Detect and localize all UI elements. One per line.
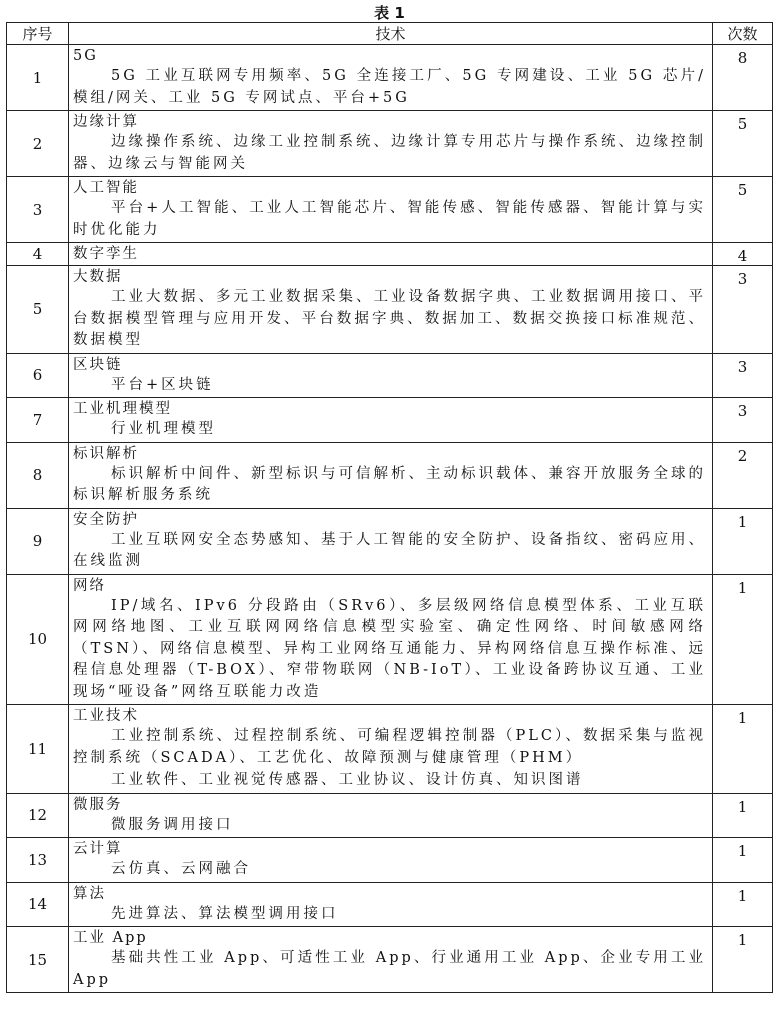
row-index: 12: [7, 793, 69, 838]
row-index: 13: [7, 838, 69, 883]
technology-description: 5G 工业互联网专用频率、5G 全连接工厂、5G 专网建设、工业 5G 芯片/模组/网关、工业 5G 专网试点、平台+5G: [73, 68, 706, 106]
technology-title: 工业 App: [73, 930, 148, 946]
table-row: [7, 266, 773, 354]
row-technology-cell: [69, 111, 713, 177]
row-technology-cell: [69, 442, 713, 508]
row-index: 10: [7, 574, 69, 705]
row-technology-cell: [69, 243, 713, 266]
technology-description: 平台+人工智能、工业人工智能芯片、智能传感、智能传感器、智能计算与实时优化能力: [73, 200, 706, 238]
row-count: 1: [713, 927, 773, 993]
technology-title: 算法: [73, 885, 106, 902]
row-index: 11: [7, 705, 69, 794]
table-row: [7, 45, 773, 111]
table-row: [7, 442, 773, 508]
row-count: 5: [713, 177, 773, 243]
table-body: [7, 45, 773, 993]
header-index: 序号: [7, 23, 69, 45]
table-row: [7, 353, 773, 398]
row-index: 2: [7, 111, 69, 177]
table-row: [7, 705, 773, 794]
technology-title: 区块链: [73, 356, 123, 373]
row-index: 5: [7, 266, 69, 354]
technology-description: 边缘操作系统、边缘工业控制系统、边缘计算专用芯片与操作系统、边缘控制器、边缘云与智能网关: [73, 134, 706, 172]
technology-title: 安全防护: [73, 511, 139, 528]
technology-description: 先进算法、算法模型调用接口: [111, 905, 339, 922]
technology-description: 工业软件、工业视觉传感器、工业协议、设计仿真、知识图谱: [111, 772, 584, 788]
row-index: 15: [7, 927, 69, 993]
row-count: 1: [713, 508, 773, 574]
row-index: 14: [7, 882, 69, 927]
row-technology-cell: [69, 705, 713, 794]
technology-description: 行业机理模型: [111, 421, 216, 437]
table-row: [7, 508, 773, 574]
technology-title: 网络: [73, 577, 106, 594]
technology-title: 微服务: [73, 796, 123, 813]
table-row: [7, 177, 773, 243]
technology-description: 工业控制系统、过程控制系统、可编程逻辑控制器（PLC）、数据采集与监视控制系统（SCADA）、工艺优化、故障预测与健康管理（PHM）: [73, 728, 706, 766]
row-index: 7: [7, 398, 69, 443]
technology-title: 人工智能: [73, 180, 139, 196]
row-technology-cell: [69, 508, 713, 574]
row-technology-cell: [69, 177, 713, 243]
table-row: [7, 574, 773, 705]
table-header-row: [7, 23, 773, 45]
technology-title: 工业技术: [73, 708, 139, 724]
row-index: 8: [7, 442, 69, 508]
technology-description: 基础共性工业 App、可适性工业 App、行业通用工业 App、企业专用工业 App: [73, 950, 706, 988]
technology-title: 云计算: [73, 841, 123, 857]
technology-table: [6, 22, 773, 993]
row-count: 1: [713, 882, 773, 927]
row-count: 5: [713, 111, 773, 177]
row-count: 1: [713, 793, 773, 838]
row-technology-cell: [69, 882, 713, 927]
row-count: 3: [713, 353, 773, 398]
row-technology-cell: [69, 266, 713, 354]
row-count: 1: [713, 705, 773, 794]
table-row: [7, 838, 773, 883]
table-row: [7, 793, 773, 838]
header-count: 次数: [713, 23, 773, 45]
row-count: 3: [713, 398, 773, 443]
technology-description: 云仿真、云网融合: [111, 861, 251, 877]
row-technology-cell: [69, 574, 713, 705]
row-technology-cell: [69, 838, 713, 883]
table-row: [7, 927, 773, 993]
row-technology-cell: [69, 398, 713, 443]
technology-title: 标识解析: [73, 445, 139, 462]
row-count: 3: [713, 266, 773, 354]
row-count: 1: [713, 574, 773, 705]
technology-title: 数字孪生: [73, 246, 139, 262]
technology-title: 边缘计算: [73, 114, 139, 130]
technology-title: 5G: [73, 48, 98, 64]
technology-title: 工业机理模型: [73, 401, 172, 417]
row-index: 9: [7, 508, 69, 574]
row-count: 4: [713, 243, 773, 266]
row-index: 1: [7, 45, 69, 111]
table-row: [7, 111, 773, 177]
header-technology: 技术: [69, 23, 713, 45]
table-caption: 表 1: [374, 4, 405, 22]
row-technology-cell: [69, 353, 713, 398]
row-count: 2: [713, 442, 773, 508]
table-row: [7, 398, 773, 443]
table-row: [7, 243, 773, 266]
technology-title: 大数据: [73, 269, 123, 285]
table-row: [7, 882, 773, 927]
row-technology-cell: [69, 45, 713, 111]
row-index: 4: [7, 243, 69, 266]
technology-description: IP/域名、IPv6 分段路由（SRv6）、多层级网络信息模型体系、工业互联网网络地图、工业互联网网络信息模型实验室、确定性网络、时间敏感网络（TSN）、网络信息模型、异构工业网络互通能力、异构网络信息互操作标准、远程信息处理器（T-BOX）、窄带物联网（NB-IoT）、工业设备跨协议互通、工业现场“哑设备”网络互联能力改造: [73, 597, 706, 700]
row-technology-cell: [69, 927, 713, 993]
technology-description: 标识解析中间件、新型标识与可信解析、主动标识载体、兼容开放服务全球的标识解析服务系统: [73, 465, 706, 503]
row-index: 3: [7, 177, 69, 243]
row-technology-cell: [69, 793, 713, 838]
technology-description: 工业互联网安全态势感知、基于人工智能的安全防护、设备指纹、密码应用、在线监测: [73, 531, 706, 569]
row-count: 8: [713, 45, 773, 111]
technology-description: 工业大数据、多元工业数据采集、工业设备数据字典、工业数据调用接口、平台数据模型管理与应用开发、平台数据字典、数据加工、数据交换接口标准规范、数据模型: [73, 289, 706, 348]
technology-description: 平台+区块链: [111, 376, 214, 393]
row-index: 6: [7, 353, 69, 398]
row-count: 1: [713, 838, 773, 883]
technology-description: 微服务调用接口: [111, 816, 234, 833]
